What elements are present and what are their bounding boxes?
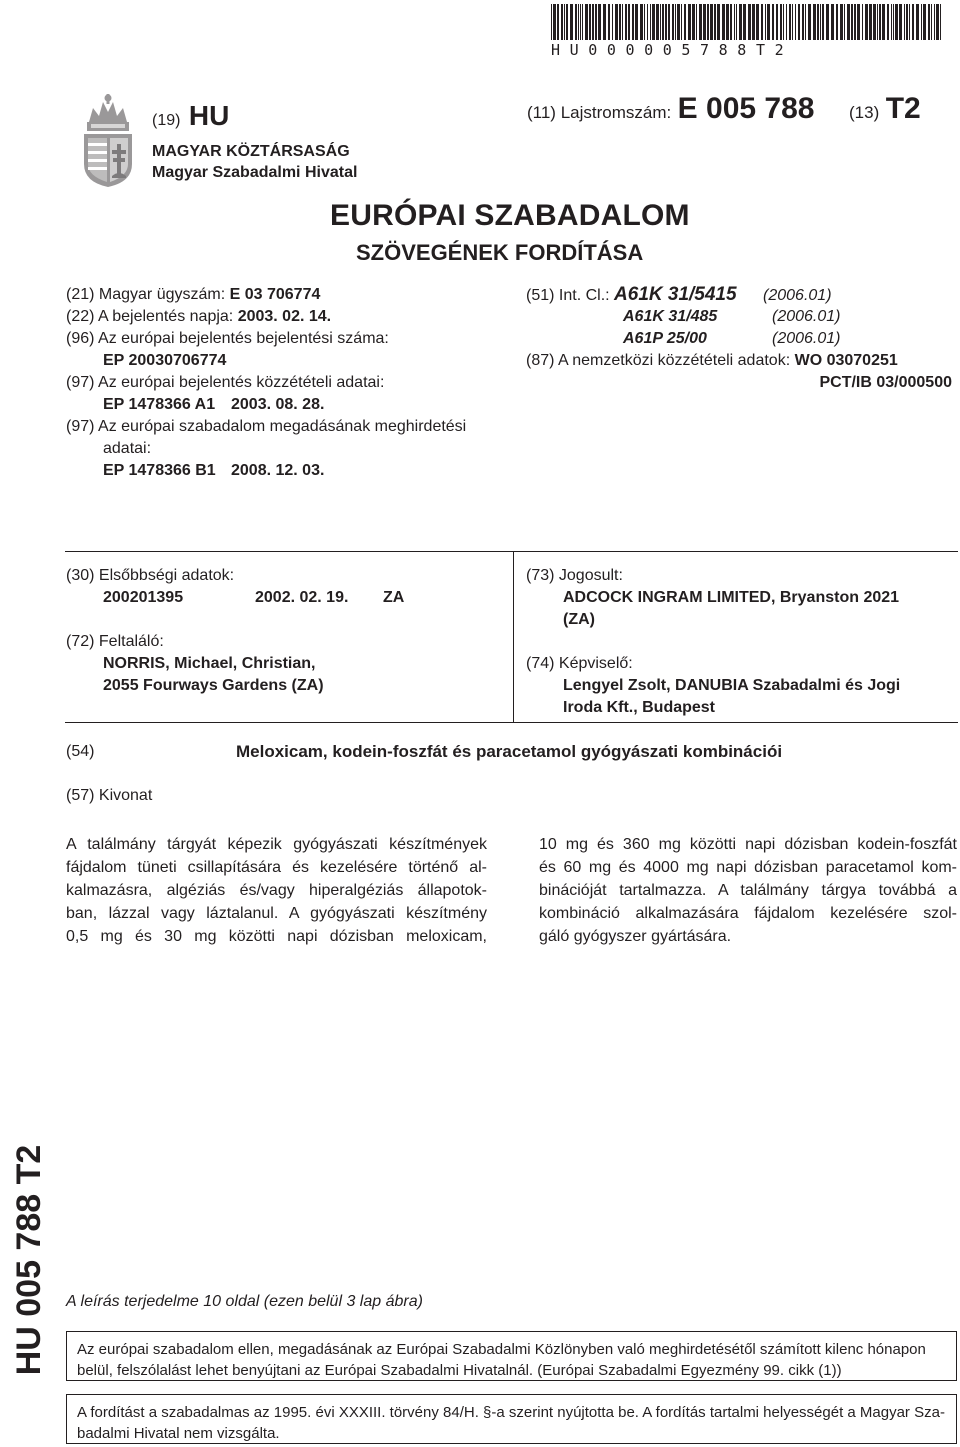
abstract-line: kombináció alkalmazására fájdalom kezelésére szol- bbox=[539, 905, 957, 922]
barcode-bar bbox=[893, 4, 894, 40]
notice-line: badalmi Hivatal nem vizsgálta. bbox=[77, 1425, 280, 1442]
barcode-bar bbox=[882, 4, 885, 40]
barcode-bar bbox=[780, 4, 782, 40]
notice-line: Az európai szabadalom ellen, megadásának az Európai Szabadalmi Közlönyben való meghirdetésétől számított kilenc hónapon bbox=[77, 1341, 926, 1358]
field-72-label: (72) Feltaláló: bbox=[66, 633, 164, 650]
barcode-bar bbox=[761, 4, 763, 40]
barcode-bar bbox=[772, 4, 774, 40]
barcode-bar bbox=[748, 4, 751, 40]
country-code-label: (19) bbox=[152, 112, 181, 129]
barcode-bar bbox=[743, 4, 746, 40]
field-73-line2: (ZA) bbox=[563, 611, 595, 628]
box-bottom-rule bbox=[65, 722, 958, 723]
field-97a-value: EP 1478366 A1 2003. 08. 28. bbox=[103, 396, 325, 413]
barcode-bar bbox=[931, 4, 932, 40]
notice-line: A fordítást a szabadalmas az 1995. évi XXXIII. törvény 84/H. §-a szerint nyújtotta be. A fordítás tartalmi helyességét a Magyar Sza- bbox=[77, 1404, 945, 1421]
barcode-bar bbox=[869, 4, 872, 40]
abstract-line: 0,5 mg és 30 mg közötti napi dózisban meloxicam, bbox=[66, 928, 487, 945]
barcode-bar bbox=[776, 4, 778, 40]
barcode-bar bbox=[792, 4, 793, 40]
barcode-bar bbox=[656, 4, 659, 40]
barcode-bar bbox=[619, 4, 621, 40]
barcode-bar bbox=[820, 4, 821, 40]
barcode-bar bbox=[592, 4, 594, 40]
field-74-label: (74) Képviselő: bbox=[526, 655, 633, 672]
field-72-line1: NORRIS, Michael, Christian, bbox=[103, 655, 316, 672]
field-51-ipc-3: A61P 25/00 (2006.01) bbox=[623, 330, 841, 347]
invention-title: Meloxicam, kodein-foszfát és paracetamol gyógyászati kombinációi bbox=[236, 742, 783, 761]
field-97b-value: EP 1478366 B1 2008. 12. 03. bbox=[103, 462, 325, 479]
field-51-ipc-1: (51) Int. Cl.: A61K 31/5415 (2006.01) bbox=[526, 284, 832, 305]
document-subtitle: SZÖVEGÉNEK FORDÍTÁSA bbox=[356, 240, 644, 265]
barcode-bar bbox=[557, 4, 559, 40]
barcode-bar bbox=[736, 4, 737, 40]
registration-label: (11) Lajstromszám: bbox=[527, 103, 672, 122]
field-87: (87) A nemzetközi közzétételi adatok: WO 03070251 bbox=[526, 352, 898, 369]
translation-notice bbox=[66, 1394, 957, 1444]
barcode-bar bbox=[813, 4, 816, 40]
barcode-bar bbox=[578, 4, 579, 40]
barcode-bar bbox=[632, 4, 634, 40]
barcode-bar bbox=[879, 4, 881, 40]
barcode-bar bbox=[923, 4, 926, 40]
barcode-bar bbox=[802, 4, 804, 40]
barcode-bar bbox=[899, 4, 902, 40]
barcode-bar bbox=[726, 4, 729, 40]
description-extent: A leírás terjedelme 10 oldal (ezen belül 3 lap ábra) bbox=[66, 1293, 423, 1310]
barcode-bar bbox=[722, 4, 725, 40]
barcode-text: HU000005788T2 bbox=[551, 41, 794, 59]
barcode-bar bbox=[805, 4, 806, 40]
field-74-line1: Lengyel Zsolt, DANUBIA Szabadalmi és Jogi bbox=[563, 677, 901, 694]
field-97b-label-2: adatai: bbox=[103, 440, 152, 457]
barcode-bar bbox=[662, 4, 664, 40]
barcode-bar bbox=[934, 4, 935, 40]
barcode-bar bbox=[652, 4, 655, 40]
registration-value: E 005 788 bbox=[677, 92, 815, 125]
barcode-bar bbox=[789, 4, 791, 40]
field-73-line1: ADCOCK INGRAM LIMITED, Bryanston 2021 bbox=[563, 589, 900, 606]
barcode-bar bbox=[831, 4, 834, 40]
box-divider bbox=[513, 551, 514, 723]
document-title: EURÓPAI SZABADALOM bbox=[330, 199, 690, 232]
abstract-line: fájdalom tüneti csillapítására és kezelésére történő al- bbox=[66, 859, 487, 876]
barcode-bar bbox=[847, 4, 850, 40]
country-name: MAGYAR KÖZTÁRSASÁG bbox=[152, 143, 350, 160]
abstract-line: gáló gyógyszer gyártására. bbox=[539, 928, 732, 945]
barcode-bar bbox=[612, 4, 613, 40]
abstract-line: és 60 mg és 4000 mg napi dózisban paracetamol kom- bbox=[539, 859, 957, 876]
barcode-bar bbox=[707, 4, 709, 40]
barcode-bar bbox=[598, 4, 601, 40]
barcode-bar bbox=[665, 4, 667, 40]
box-right bbox=[526, 565, 956, 719]
opposition-notice bbox=[66, 1331, 957, 1381]
field-73-label: (73) Jogosult: bbox=[526, 567, 623, 584]
barcode-bar bbox=[912, 4, 914, 40]
barcode-bar bbox=[622, 4, 623, 40]
barcode-bar bbox=[877, 4, 878, 40]
barcode-bar bbox=[580, 4, 581, 40]
kind-label: (13) bbox=[849, 103, 880, 122]
barcode-bar bbox=[551, 4, 552, 40]
barcode-bar bbox=[625, 4, 627, 40]
barcode-bar bbox=[739, 4, 742, 40]
field-57-label: (57) Kivonat bbox=[66, 787, 153, 804]
barcode-bar bbox=[692, 4, 695, 40]
registration-number bbox=[527, 92, 814, 126]
barcode-bar bbox=[582, 4, 583, 40]
left-metadata bbox=[66, 284, 506, 482]
barcode-bar bbox=[844, 4, 845, 40]
barcode-bar bbox=[699, 4, 702, 40]
barcode-bar bbox=[696, 4, 697, 40]
barcode-bar bbox=[608, 4, 610, 40]
barcode-bar bbox=[570, 4, 573, 40]
barcode-bar bbox=[566, 4, 568, 40]
barcode-bar bbox=[765, 4, 766, 40]
abstract-right bbox=[539, 833, 957, 948]
field-54-label: (54) bbox=[66, 743, 95, 760]
barcode-bar bbox=[921, 4, 922, 40]
country-code bbox=[152, 100, 229, 132]
barcode-bar bbox=[767, 4, 770, 40]
barcode-bar bbox=[681, 4, 682, 40]
barcode-bar bbox=[783, 4, 784, 40]
barcode-bar bbox=[647, 4, 648, 40]
field-30-label: (30) Elsőbbségi adatok: bbox=[66, 567, 235, 584]
barcode-bar bbox=[904, 4, 905, 40]
barcode-bar bbox=[714, 4, 716, 40]
barcode-bar bbox=[585, 4, 588, 40]
barcode-bar bbox=[660, 4, 661, 40]
barcode-bar bbox=[561, 4, 563, 40]
field-97b-label-1: (97) Az európai szabadalom megadásának meghirdetési bbox=[66, 418, 467, 435]
hungarian-coat-of-arms-icon bbox=[79, 92, 137, 188]
field-51-ipc-2: A61K 31/485 (2006.01) bbox=[623, 308, 841, 325]
field-22: (22) A bejelentés napja: 2003. 02. 14. bbox=[66, 308, 332, 325]
barcode-bar bbox=[865, 4, 868, 40]
barcode-bar bbox=[756, 4, 759, 40]
barcode-bar bbox=[677, 4, 680, 40]
field-96-value: EP 20030706774 bbox=[103, 352, 227, 369]
barcode-bar bbox=[589, 4, 591, 40]
barcode-bar bbox=[575, 4, 577, 40]
barcode-bar bbox=[857, 4, 860, 40]
field-96-label: (96) Az európai bejelentés bejelentési száma: bbox=[66, 330, 389, 347]
barcode-bar bbox=[895, 4, 898, 40]
field-30-value: 200201395 2002. 02. 19. ZA bbox=[103, 589, 405, 606]
abstract-line: kalmazásra, algéziás és/vagy hiperalgéziás állapotok- bbox=[66, 882, 487, 899]
barcode-bar bbox=[798, 4, 800, 40]
barcode-bar bbox=[826, 4, 829, 40]
barcode-bar bbox=[595, 4, 597, 40]
abstract-line: 10 mg és 360 mg közötti napi dózisban kodein-foszfát bbox=[539, 836, 957, 853]
barcode-bar bbox=[635, 4, 638, 40]
barcode-bar bbox=[851, 4, 853, 40]
barcode-bar bbox=[854, 4, 856, 40]
barcode-bar bbox=[916, 4, 919, 40]
barcode-bar bbox=[553, 4, 556, 40]
barcode-bar bbox=[936, 4, 939, 40]
barcode-bar bbox=[940, 4, 941, 40]
barcode-bar bbox=[822, 4, 824, 40]
barcode-bar bbox=[891, 4, 892, 40]
barcode-bar bbox=[710, 4, 713, 40]
barcode-bar bbox=[675, 4, 676, 40]
office-name: Magyar Szabadalmi Hivatal bbox=[152, 164, 358, 181]
barcode-bar bbox=[808, 4, 811, 40]
barcode-bar bbox=[734, 4, 735, 40]
barcode-bar bbox=[840, 4, 843, 40]
barcode-image bbox=[551, 4, 945, 40]
barcode-bar bbox=[862, 4, 863, 40]
barcode-bar bbox=[909, 4, 910, 40]
kind-value: T2 bbox=[885, 92, 921, 125]
barcode-bar bbox=[615, 4, 618, 40]
barcode-bar bbox=[752, 4, 755, 40]
barcode-bar bbox=[628, 4, 630, 40]
country-code-value: HU bbox=[188, 100, 230, 131]
barcode-bar bbox=[817, 4, 819, 40]
right-metadata bbox=[526, 284, 956, 394]
barcode-bar bbox=[786, 4, 787, 40]
box-top-rule bbox=[65, 551, 958, 552]
field-97a-label: (97) Az európai bejelentés közzétételi adatai: bbox=[66, 374, 385, 391]
barcode-bar bbox=[564, 4, 565, 40]
abstract-line: binációját tartalmazza. A találmány tárgya továbbá a bbox=[539, 882, 957, 899]
field-21: (21) Magyar ügyszám: E 03 706774 bbox=[66, 286, 321, 303]
barcode-bar bbox=[873, 4, 876, 40]
notice-line: belül, felszólalást lehet benyújtani az Európai Szabadalmi Hivatalnál. (Európai Szabadalmi Egyezmény 99. cikk (1)) bbox=[77, 1362, 842, 1379]
abstract-line: A találmány tárgyát képezik gyógyászati készítmények bbox=[66, 836, 487, 853]
abstract-line: ban, lázzal vagy láztalanul. A gyógyászati készítmény bbox=[66, 905, 487, 922]
box-left bbox=[66, 565, 506, 697]
abstract-left bbox=[66, 833, 487, 948]
barcode-bar bbox=[795, 4, 796, 40]
barcode-bar bbox=[672, 4, 674, 40]
barcode-bar bbox=[928, 4, 930, 40]
barcode-bar bbox=[668, 4, 670, 40]
barcode-bar bbox=[644, 4, 645, 40]
barcode-bar bbox=[650, 4, 651, 40]
barcode-bar bbox=[603, 4, 606, 40]
barcode-bar bbox=[684, 4, 686, 40]
side-document-number: HU 005 788 T2 bbox=[10, 1144, 48, 1376]
barcode-bar bbox=[717, 4, 720, 40]
barcode-bar bbox=[836, 4, 838, 40]
barcode-bar bbox=[640, 4, 643, 40]
barcode-bar bbox=[887, 4, 889, 40]
kind-code bbox=[849, 92, 921, 126]
barcode-bar bbox=[688, 4, 691, 40]
field-74-line2: Iroda Kft., Budapest bbox=[563, 699, 716, 716]
field-87-pct: PCT/IB 03/000500 bbox=[819, 374, 952, 391]
barcode-bar bbox=[906, 4, 908, 40]
field-72-line2: 2055 Fourways Gardens (ZA) bbox=[103, 677, 324, 694]
barcode-bar bbox=[703, 4, 706, 40]
barcode-bar bbox=[730, 4, 732, 40]
